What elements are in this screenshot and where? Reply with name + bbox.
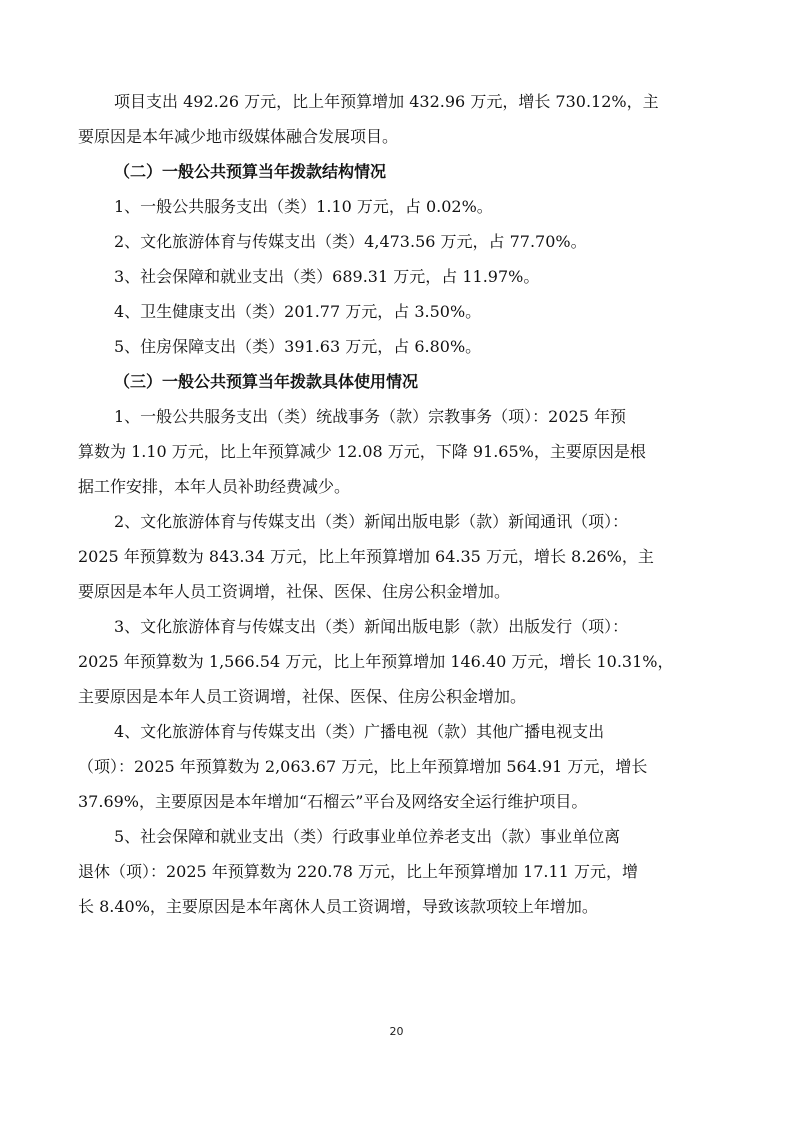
list-item: 4、卫生健康支出（类）201.77 万元，占 3.50%。 [114,302,482,321]
section-heading: （二）一般公共预算当年拨款结构情况 [114,162,387,181]
paragraph-line: 算数为 1.10 万元，比上年预算减少 12.08 万元，下降 91.65%，主要原因是根 [78,442,646,461]
paragraph-line: （项）：2025 年预算数为 2,063.67 万元，比上年预算增加 564.91 万元，增长 [78,757,648,776]
paragraph-line: 要原因是本年减少地市级媒体融合发展项目。 [78,127,399,146]
paragraph-line: 据工作安排，本年人员补助经费减少。 [78,477,351,496]
paragraph-line: 5、社会保障和就业支出（类）行政事业单位养老支出（款）事业单位离 [114,827,621,846]
section-heading: （三）一般公共预算当年拨款具体使用情况 [114,372,419,391]
paragraph-line: 项目支出 492.26 万元，比上年预算增加 432.96 万元，增长 730.12%，主 [114,92,659,111]
list-item: 1、一般公共服务支出（类）1.10 万元，占 0.02%。 [114,197,493,216]
paragraph-line: 2、文化旅游体育与传媒支出（类）新闻出版电影（款）新闻通讯（项）： [114,512,629,531]
page-number: 20 [389,1025,404,1038]
list-item: 3、社会保障和就业支出（类）689.31 万元，占 11.97%。 [114,267,540,286]
paragraph-line: 退休（项）：2025 年预算数为 220.78 万元，比上年预算增加 17.11 万元，增 [78,862,638,881]
paragraph-line: 37.69%，主要原因是本年增加“石榴云”平台及网络安全运行维护项目。 [78,792,588,811]
list-item: 2、文化旅游体育与传媒支出（类）4,473.56 万元，占 77.70%。 [114,232,587,251]
paragraph-line: 主要原因是本年人员工资调增，社保、医保、住房公积金增加。 [78,687,527,706]
paragraph-line: 4、文化旅游体育与传媒支出（类）广播电视（款）其他广播电视支出 [114,722,605,741]
paragraph-line: 长 8.40%，主要原因是本年离休人员工资调增，导致该款项较上年增加。 [78,897,598,916]
paragraph-line: 3、文化旅游体育与传媒支出（类）新闻出版电影（款）出版发行（项）： [114,617,629,636]
body-text [78,84,718,924]
list-item: 5、住房保障支出（类）391.63 万元，占 6.80%。 [114,337,482,356]
paragraph-line: 要原因是本年人员工资调增，社保、医保、住房公积金增加。 [78,582,511,601]
paragraph-line: 2025 年预算数为 1,566.54 万元，比上年预算增加 146.40 万元，增长 10.31%， [78,652,674,671]
paragraph-line: 2025 年预算数为 843.34 万元，比上年预算增加 64.35 万元，增长 8.26%，主 [78,547,654,566]
paragraph-line: 1、一般公共服务支出（类）统战事务（款）宗教事务（项）：2025 年预 [114,407,626,426]
